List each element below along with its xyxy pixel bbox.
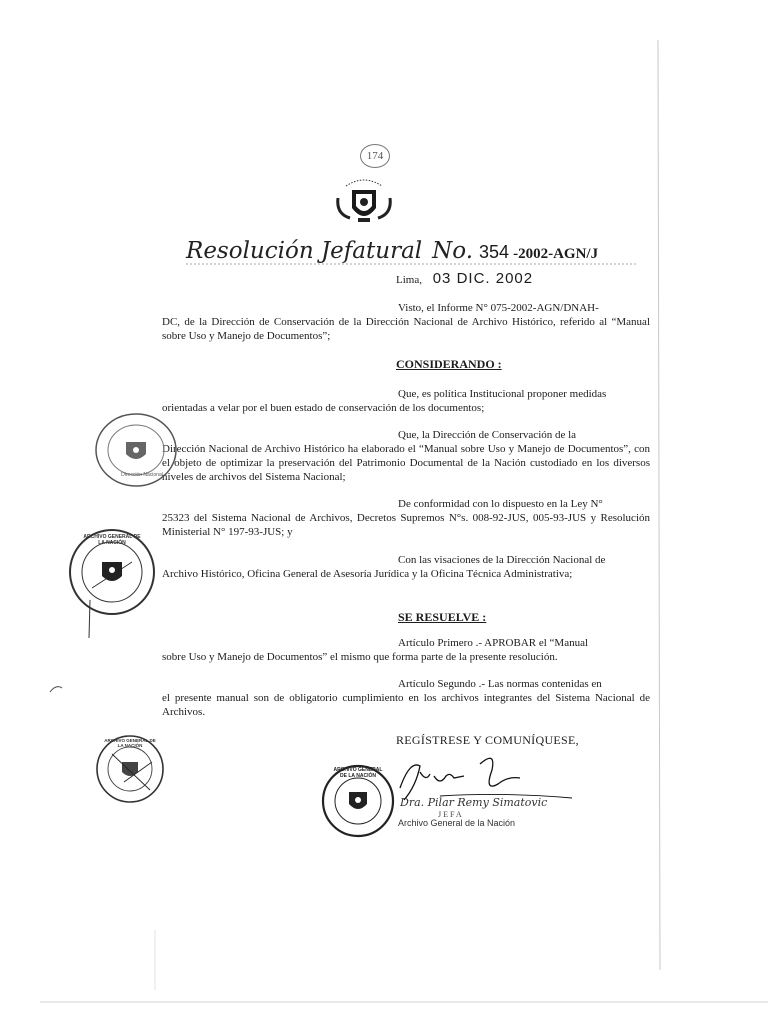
considerando-2-paragraph: Dirección Nacional de Archivo Histórico ha elaborado el “Manual sobre Uso y Manejo de Documentos”, con el objeto de optimizar la preservación del Patrimonio Documental de la Nación custodiado en los diversos niveles de archivos del Sistema Nacional;: [162, 443, 650, 483]
seal-archivo-general-1: [68, 528, 156, 616]
closing-formula: REGÍSTRESE Y COMUNÍQUESE,: [396, 733, 579, 747]
resolution-title: Resolución Jefatural No. 354 -2002-AGN/J: [186, 238, 599, 264]
title-underline: [186, 262, 636, 266]
considerando-2-first-line: Que, la Dirección de Conservación de la: [398, 429, 577, 441]
considerando-1-paragraph: orientadas a velar por el buen estado de conservación de los documentos;: [162, 402, 485, 414]
seal-3-label: ARCHIVO GENERAL DE LA NACIÓN: [104, 738, 156, 748]
margin-mark: [48, 684, 64, 694]
se-resuelve-heading: SE RESUELVE :: [398, 610, 487, 624]
signatory-role: JEFA: [438, 810, 464, 819]
folio-number: 174: [360, 144, 390, 168]
seal-pen-stroke: [84, 600, 96, 640]
visto-paragraph: DC, de la Dirección de Conservación de la Dirección Nacional de Archivo Histórico, referido al “Manual sobre Uso y Manejo de Documentos”;: [162, 316, 650, 342]
seal-4-label: ARCHIVO GENERAL DE LA NACIÓN: [333, 767, 383, 779]
signatory-organization: Archivo General de la Nación: [398, 818, 516, 828]
articulo-primero-paragraph: sobre Uso y Manejo de Documentos” el mismo que forma parte de la presente resolución.: [162, 651, 558, 663]
considerando-3-paragraph: 25323 del Sistema Nacional de Archivos, Decretos Supremos N°s. 008-92-JUS, 005-93-JUS y Resolución Ministerial N° 197-93-JUS; y: [162, 512, 650, 538]
considerando-4-paragraph: Archivo Histórico, Oficina General de Asesoría Jurídica y la Oficina Técnica Administrativa;: [162, 568, 573, 580]
articulo-primero-first-line: Artículo Primero .- APROBAR el “Manual: [398, 637, 589, 649]
coat-of-arms-icon: [332, 168, 396, 232]
seal-1-label: Dirección Nacional: [121, 472, 163, 478]
seal-archivo-general-signature: [320, 764, 396, 838]
signatory-name: Dra. Pilar Remy Simatovic: [400, 796, 548, 809]
considerando-4-first-line: Con las visaciones de la Dirección Nacional de: [398, 554, 606, 566]
considerando-1-first-line: Que, es política Institucional proponer medidas: [398, 388, 607, 400]
considerando-heading: CONSIDERANDO :: [396, 357, 502, 371]
considerando-3-first-line: De conformidad con lo dispuesto en la Ley N°: [398, 498, 603, 510]
date-line: Lima, 03 DIC. 2002: [396, 270, 534, 287]
visto-first-line: Visto, el Informe N° 075-2002-AGN/DNAH-: [398, 302, 599, 314]
seal-direccion-nacional: [92, 410, 180, 490]
articulo-segundo-paragraph: el presente manual son de obligatorio cumplimiento en los archivos integrantes del Sistema Nacional de Archivos.: [162, 692, 650, 718]
seal-2-label: ARCHIVO GENERAL DE LA NACIÓN: [83, 534, 141, 546]
seal-archivo-general-2: [94, 734, 166, 804]
articulo-segundo-first-line: Artículo Segundo .- Las normas contenidas en: [398, 678, 602, 690]
